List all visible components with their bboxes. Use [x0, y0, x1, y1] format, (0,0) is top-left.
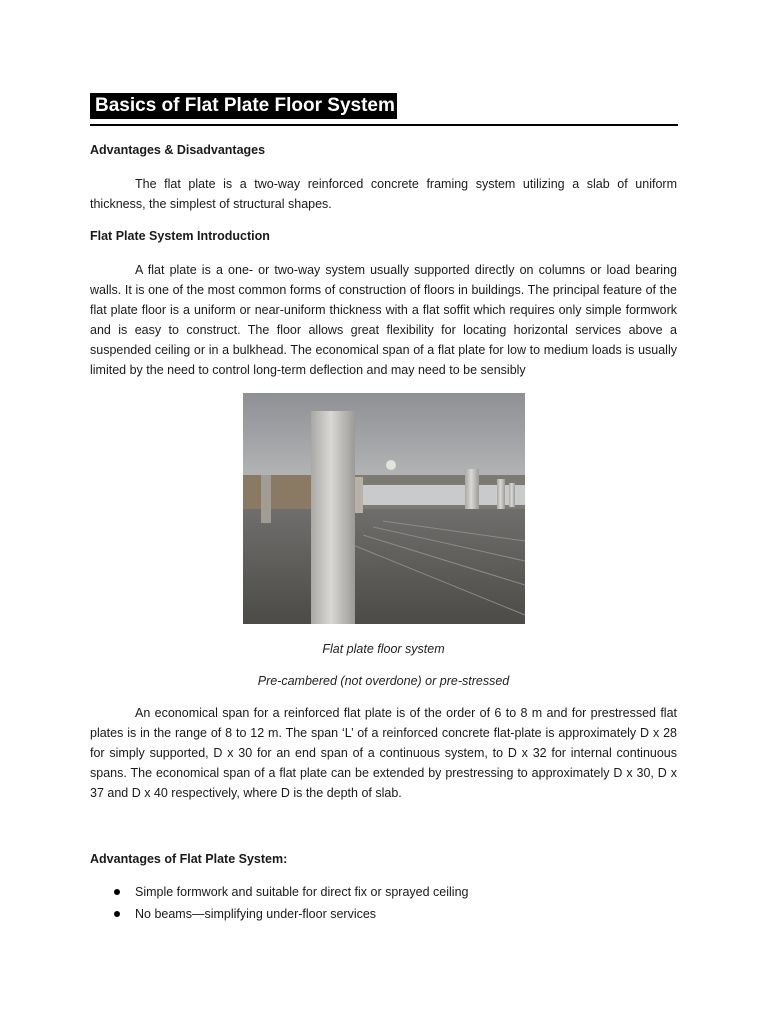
advantages-list	[90, 881, 677, 925]
list-item: Simple formwork and suitable for direct fix or sprayed ceiling	[90, 881, 677, 903]
heading-introduction: Flat Plate System Introduction	[90, 229, 270, 243]
heading-advantages: Advantages of Flat Plate System:	[90, 852, 288, 866]
figure-caption: Flat plate floor system	[322, 642, 445, 656]
title-bar	[90, 93, 678, 126]
flat-plate-floor-photo	[243, 393, 525, 624]
bullet-icon	[114, 889, 120, 895]
heading-advantages-disadvantages: Advantages & Disadvantages	[90, 143, 266, 157]
document-title: Basics of Flat Plate Floor System	[90, 93, 397, 119]
bullet-icon	[114, 911, 120, 917]
list-item: No beams—simplifying under-floor services	[90, 903, 677, 925]
span-paragraph: An economical span for a reinforced flat plate is of the order of 6 to 8 m and for prestressed flat plates is in the range of 8 to 12 m. The span ‘L’ of a reinforced concrete flat-plate is approximately D x 28 for simply supported, D x 30 for an end span of a continuous system, to D x 32 for internal continuous spans. The economical span of a flat plate can be extended by prestressing to approximately D x 30, D x 37 and D x 40 respectively, where D is the depth of slab.	[90, 706, 677, 800]
figure-subcaption: Pre-cambered (not overdone) or pre-stressed	[257, 674, 510, 688]
intro-paragraph: The flat plate is a two-way reinforced concrete framing system utilizing a slab of uniform thickness, the simplest of structural shapes.	[90, 177, 677, 211]
introduction-paragraph: A flat plate is a one- or two-way system usually supported directly on columns or load bearing walls. It is one of the most common forms of construction of floors in buildings. The principal feature of the flat plate floor is a uniform or near-uniform thickness with a flat soffit which requires only simple formwork and is easy to construct. The floor allows great flexibility for locating horizontal services above a suspended ceiling or in a bulkhead. The economical span of a flat plate for low to medium loads is usually limited by the need to control long-term deflection and may need to be sensibly	[90, 263, 677, 377]
